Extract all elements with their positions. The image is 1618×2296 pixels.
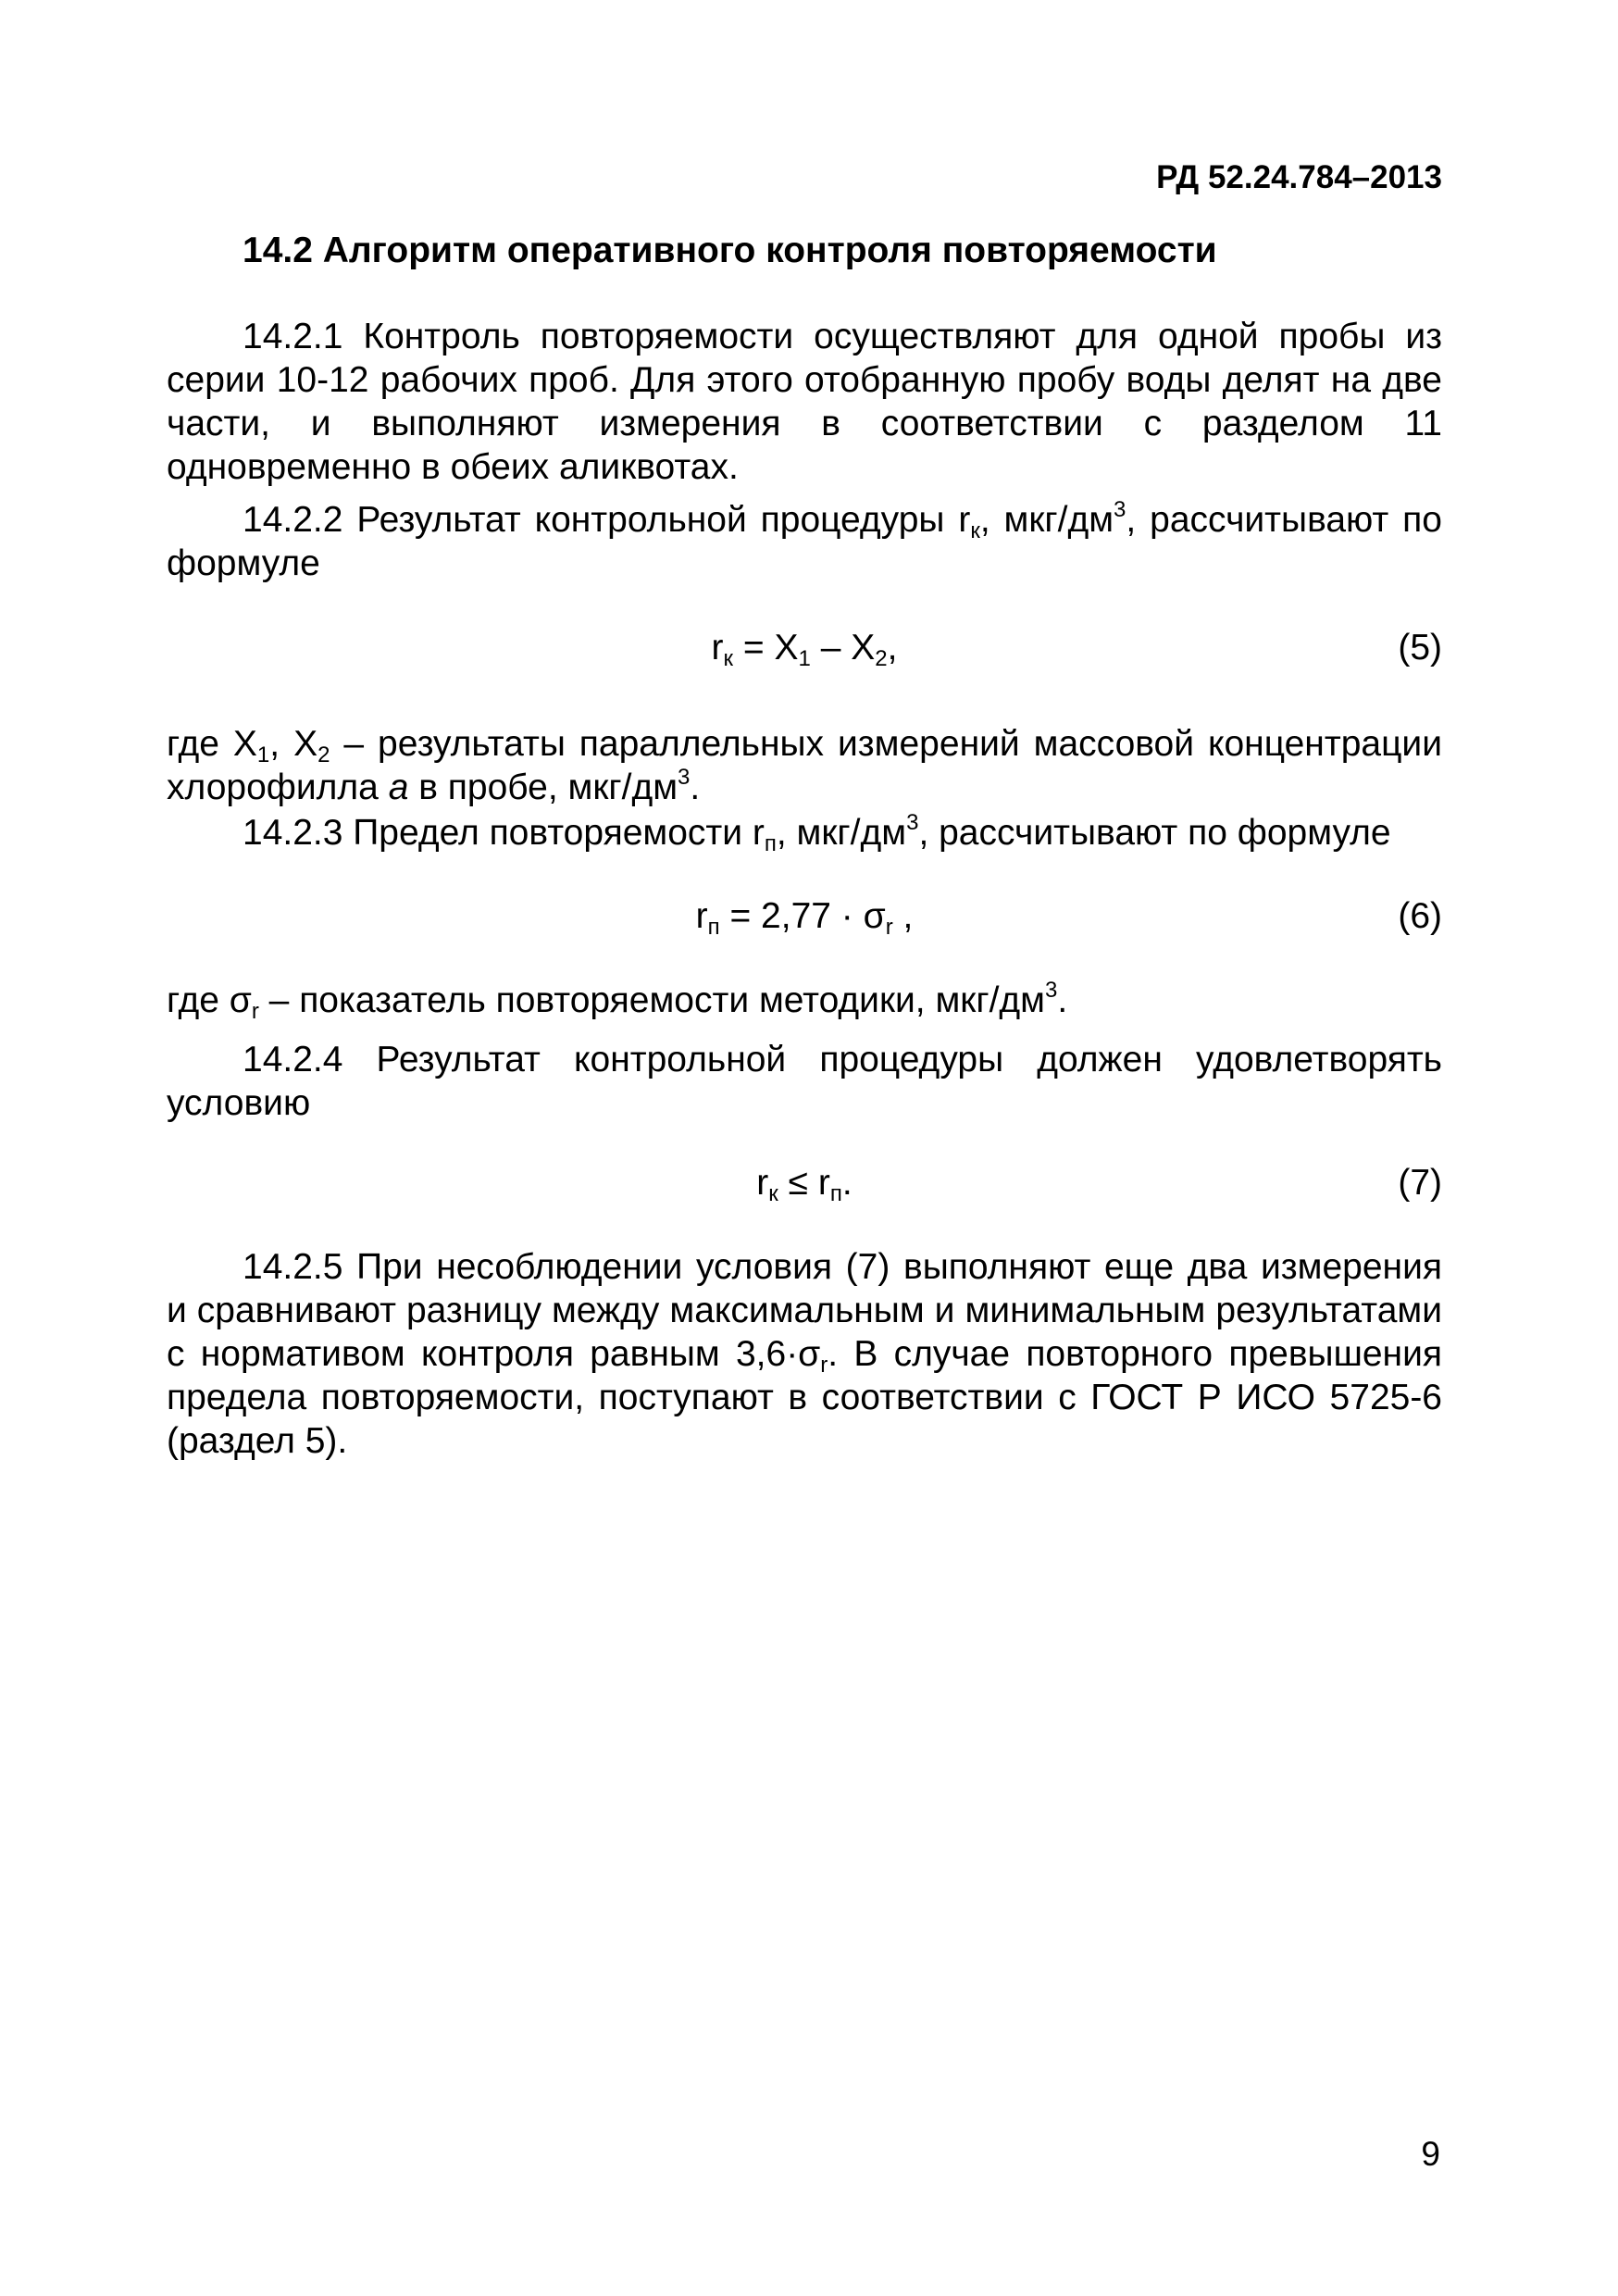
paragraph-text: 14.2.2 Результат контрольной процедуры r [243,500,971,540]
superscript-3: 3 [906,810,919,835]
formula-symbol: ≤ r [778,1163,830,1203]
document-code: РД 52.24.784–2013 [1156,159,1442,195]
period: . [1057,980,1068,1020]
paragraph-text: где X [167,724,257,764]
paragraph-text: , мкг/дм [776,813,907,853]
paragraph-14-2-2 [167,498,1442,585]
paragraph-14-2-5 [167,1245,1442,1463]
paragraph-text: 14.2.5 При несоблюдении условия (7) выполняют еще два измерения и сравнивают разницу между максимальным и минимальным результатами с нормативом контроля равным 3,6·σ [167,1247,1442,1374]
subscript-n: п [707,915,720,940]
paragraph-text: 14.2.3 Предел повторяемости r [243,813,765,853]
formula-6 [167,894,1442,941]
formula-5-expression [167,626,1442,669]
where-clause-6 [167,979,1442,1022]
superscript-3: 3 [1044,978,1058,1003]
paragraph-14-2-4: 14.2.4 Результат контрольной процедуры должен удовлетворять условию [167,1040,1442,1123]
subscript-1: 1 [256,742,270,767]
formula-6-expression [167,894,1442,938]
subscript-r: r [885,915,893,940]
page-number: 9 [1421,2135,1440,2173]
paragraph-text: , рассчитывают по формуле [167,500,1442,583]
period: . [690,767,701,807]
superscript-3: 3 [678,765,691,790]
paragraph-14-2-3 [167,811,1442,855]
paragraph-text: где σ [167,980,252,1020]
paragraph-text: . В случае повторного превышения предела повторяемости, поступают в соответствии с ГОСТ Р ИСО 5725-6 (раздел 5). [167,1334,1442,1461]
italic-a: a [388,767,409,807]
subscript-2: 2 [317,742,330,767]
paragraph-text: – результаты параллельных измерений массовой концентрации хлорофилла [167,724,1442,807]
paragraph-text: , X [269,724,318,764]
subscript-r: r [820,1353,828,1378]
subscript-2: 2 [875,646,888,671]
formula-symbol: , [887,628,898,668]
subscript-1: 1 [798,646,811,671]
formula-7-number: (7) [1398,1163,1442,1203]
formula-symbol: r [756,1163,769,1203]
formula-symbol: r [695,896,708,936]
paragraph-14-2-1: 14.2.1 Контроль повторяемости осуществляют для одной пробы из серии 10-12 рабочих проб. Для этого отобранную пробу воды делят на две части, и выполняют измерения в соответствии с разделом 11 одновременно в обеих аликвотах. [167,317,1442,487]
formula-6-number: (6) [1398,896,1442,936]
formula-7 [167,1161,1442,1207]
section-title: 14.2 Алгоритм оперативного контроля повторяемости [243,231,1217,270]
subscript-k: к [768,1181,778,1206]
formula-symbol: , [892,896,914,936]
paragraph-text: , рассчитывают по формуле [918,813,1391,853]
paragraph-text: в пробе, мкг/дм [408,767,678,807]
formula-symbol: r [711,628,724,668]
formula-symbol: = X [733,628,799,668]
subscript-k: к [970,518,980,543]
formula-symbol: . [841,1163,853,1203]
paragraph-text: – показатель повторяемости методики, мкг/дм [258,980,1045,1020]
formula-symbol: – X [810,628,876,668]
formula-symbol: = 2,77 · σ [719,896,886,936]
subscript-k: к [723,646,734,671]
formula-5-number: (5) [1398,628,1442,668]
formula-5 [167,626,1442,672]
subscript-n: п [829,1181,842,1206]
subscript-n: п [764,831,777,856]
subscript-r: r [251,999,259,1024]
formula-7-expression [167,1161,1442,1204]
superscript-3: 3 [1114,497,1126,522]
paragraph-text: , мкг/дм [979,500,1114,540]
where-clause-5 [167,722,1442,809]
